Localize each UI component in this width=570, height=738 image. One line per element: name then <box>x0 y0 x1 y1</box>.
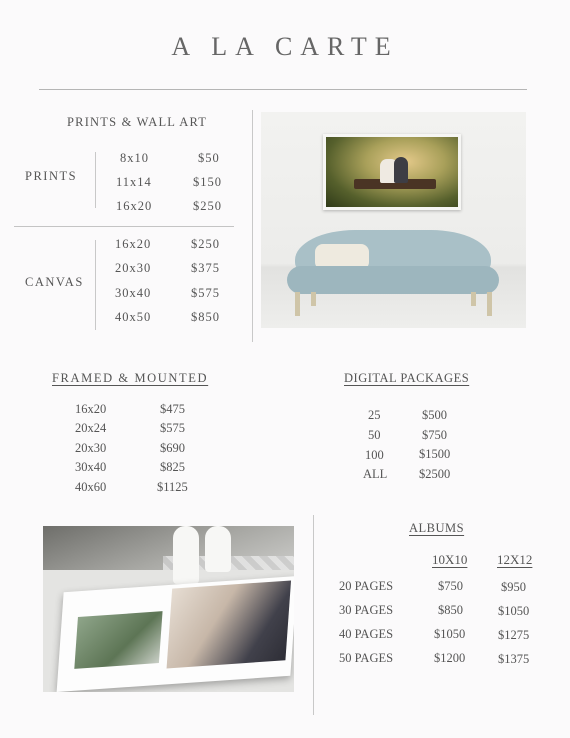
albums-price-12x12: $950 <box>501 580 526 594</box>
albums-price-12x12: $1375 <box>498 652 530 666</box>
bottom-section-divider <box>313 515 314 715</box>
canvas-size: 20x30 <box>115 261 152 275</box>
canvas-price: $850 <box>191 310 220 324</box>
albums-price-10x10: $750 <box>438 579 463 593</box>
framed-price: $575 <box>160 421 185 435</box>
canvas-price: $250 <box>191 237 220 251</box>
digital-qty: 50 <box>368 428 381 442</box>
canvas-label: CANVAS <box>25 275 84 289</box>
canvas-size: 16x20 <box>115 237 152 251</box>
prints-canvas-divider <box>14 226 234 227</box>
top-section-divider <box>252 110 253 342</box>
albums-price-12x12: $1050 <box>498 604 530 618</box>
framed-size: 30x40 <box>75 460 107 474</box>
canvas-size: 30x40 <box>115 286 152 300</box>
prints-size: 11x14 <box>116 175 152 189</box>
albums-pages: 30 PAGES <box>339 603 394 617</box>
prints-label: PRINTS <box>25 169 78 183</box>
canvas-price: $375 <box>191 261 220 275</box>
digital-price: $750 <box>422 428 447 442</box>
framed-price: $690 <box>160 441 185 455</box>
albums-price-12x12: $1275 <box>498 628 530 642</box>
album-photo <box>43 526 294 692</box>
framed-size: 16x20 <box>75 402 107 416</box>
framed-price: $1125 <box>157 480 188 494</box>
framed-size: 20x30 <box>75 441 107 455</box>
digital-price: $2500 <box>419 467 451 481</box>
albums-pages: 40 PAGES <box>339 627 394 641</box>
canvas-size: 40x50 <box>115 310 152 324</box>
digital-qty: 25 <box>368 408 381 422</box>
canvas-price: $575 <box>191 286 220 300</box>
wall-art-photo <box>261 112 526 328</box>
framed-price: $825 <box>160 460 185 474</box>
albums-heading: ALBUMS <box>409 521 465 535</box>
framed-size: 40x60 <box>75 480 107 494</box>
digital-packages-heading: DIGITAL PACKAGES <box>344 371 470 385</box>
digital-qty: 100 <box>365 448 384 462</box>
digital-price: $1500 <box>419 447 451 461</box>
albums-price-10x10: $1050 <box>434 627 466 641</box>
framed-price: $475 <box>160 402 185 416</box>
albums-pages: 20 PAGES <box>339 579 394 593</box>
prints-wall-art-heading: PRINTS & WALL ART <box>67 115 208 129</box>
canvas-divider <box>95 240 96 330</box>
prints-price: $150 <box>193 175 222 189</box>
framed-size: 20x24 <box>75 421 107 435</box>
prints-price: $250 <box>193 199 222 213</box>
title-divider <box>39 89 527 90</box>
page-title: A LA CARTE <box>171 32 399 61</box>
albums-price-10x10: $850 <box>438 603 463 617</box>
framed-mounted-heading: FRAMED & MOUNTED <box>52 371 209 385</box>
albums-column-12x12: 12X12 <box>497 552 533 567</box>
prints-divider <box>95 152 96 208</box>
prints-price: $50 <box>198 151 220 165</box>
albums-price-10x10: $1200 <box>434 651 466 665</box>
albums-pages: 50 PAGES <box>339 651 394 665</box>
prints-size: 16x20 <box>116 199 153 213</box>
digital-price: $500 <box>422 408 447 422</box>
albums-column-10x10: 10X10 <box>432 552 468 567</box>
digital-qty: ALL <box>363 467 388 481</box>
prints-size: 8x10 <box>120 151 149 165</box>
